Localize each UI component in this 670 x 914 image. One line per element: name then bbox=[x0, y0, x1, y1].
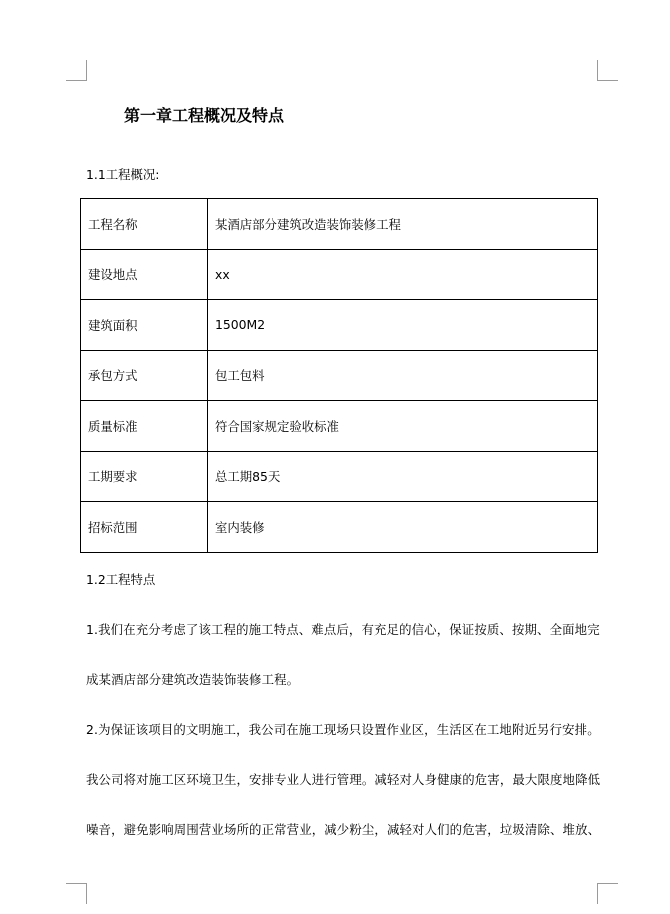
paragraph-line: 我公司将对施工区环境卫生，安排专业人进行管理。减轻对人身健康的危害，最大限度地降低 bbox=[86, 772, 601, 787]
table-cell-label: 建设地点 bbox=[81, 249, 208, 300]
table-cell-label: 质量标准 bbox=[81, 401, 208, 452]
crop-mark-top-right-horizontal bbox=[597, 80, 618, 81]
crop-mark-top-left-vertical bbox=[86, 60, 87, 81]
section-heading-features: 1.2工程特点 bbox=[86, 572, 156, 587]
table-row bbox=[81, 350, 598, 401]
paragraph-line: 2.为保证该项目的文明施工，我公司在施工现场只设置作业区，生活区在工地附近另行安排。 bbox=[86, 722, 600, 737]
table-cell-value: 总工期85天 bbox=[208, 451, 598, 502]
paragraph-line: 噪音，避免影响周围营业场所的正常营业，减少粉尘，减轻对人们的危害，垃圾清除、堆放、 bbox=[86, 822, 601, 837]
table-row bbox=[81, 300, 598, 351]
table-cell-label: 招标范围 bbox=[81, 502, 208, 553]
crop-mark-top-left-horizontal bbox=[66, 80, 87, 81]
table-cell-value: 1500M2 bbox=[208, 300, 598, 351]
table-cell-label: 承包方式 bbox=[81, 350, 208, 401]
table-cell-value: 包工包料 bbox=[208, 350, 598, 401]
table-cell-value: 符合国家规定验收标准 bbox=[208, 401, 598, 452]
overview-table bbox=[80, 198, 598, 553]
table-cell-value: xx bbox=[208, 249, 598, 300]
table-row bbox=[81, 502, 598, 553]
table-cell-value: 某酒店部分建筑改造装饰装修工程 bbox=[208, 199, 598, 250]
paragraph-line: 1.我们在充分考虑了该工程的施工特点、难点后，有充足的信心，保证按质、按期、全面地完 bbox=[86, 622, 600, 637]
crop-mark-bottom-left-vertical bbox=[86, 883, 87, 904]
table-cell-label: 建筑面积 bbox=[81, 300, 208, 351]
chapter-heading: 第一章工程概况及特点 bbox=[124, 106, 285, 125]
table-cell-value: 室内装修 bbox=[208, 502, 598, 553]
table-row bbox=[81, 451, 598, 502]
table-row bbox=[81, 401, 598, 452]
table-row bbox=[81, 199, 598, 250]
table-row bbox=[81, 249, 598, 300]
paragraph-line: 成某酒店部分建筑改造装饰装修工程。 bbox=[86, 672, 300, 687]
crop-mark-top-right-vertical bbox=[597, 60, 598, 81]
crop-mark-bottom-right-vertical bbox=[597, 883, 598, 904]
table-cell-label: 工程名称 bbox=[81, 199, 208, 250]
crop-mark-bottom-right-horizontal bbox=[597, 883, 618, 884]
section-heading-overview: 1.1工程概况: bbox=[86, 167, 160, 182]
crop-mark-bottom-left-horizontal bbox=[66, 883, 87, 884]
table-cell-label: 工期要求 bbox=[81, 451, 208, 502]
